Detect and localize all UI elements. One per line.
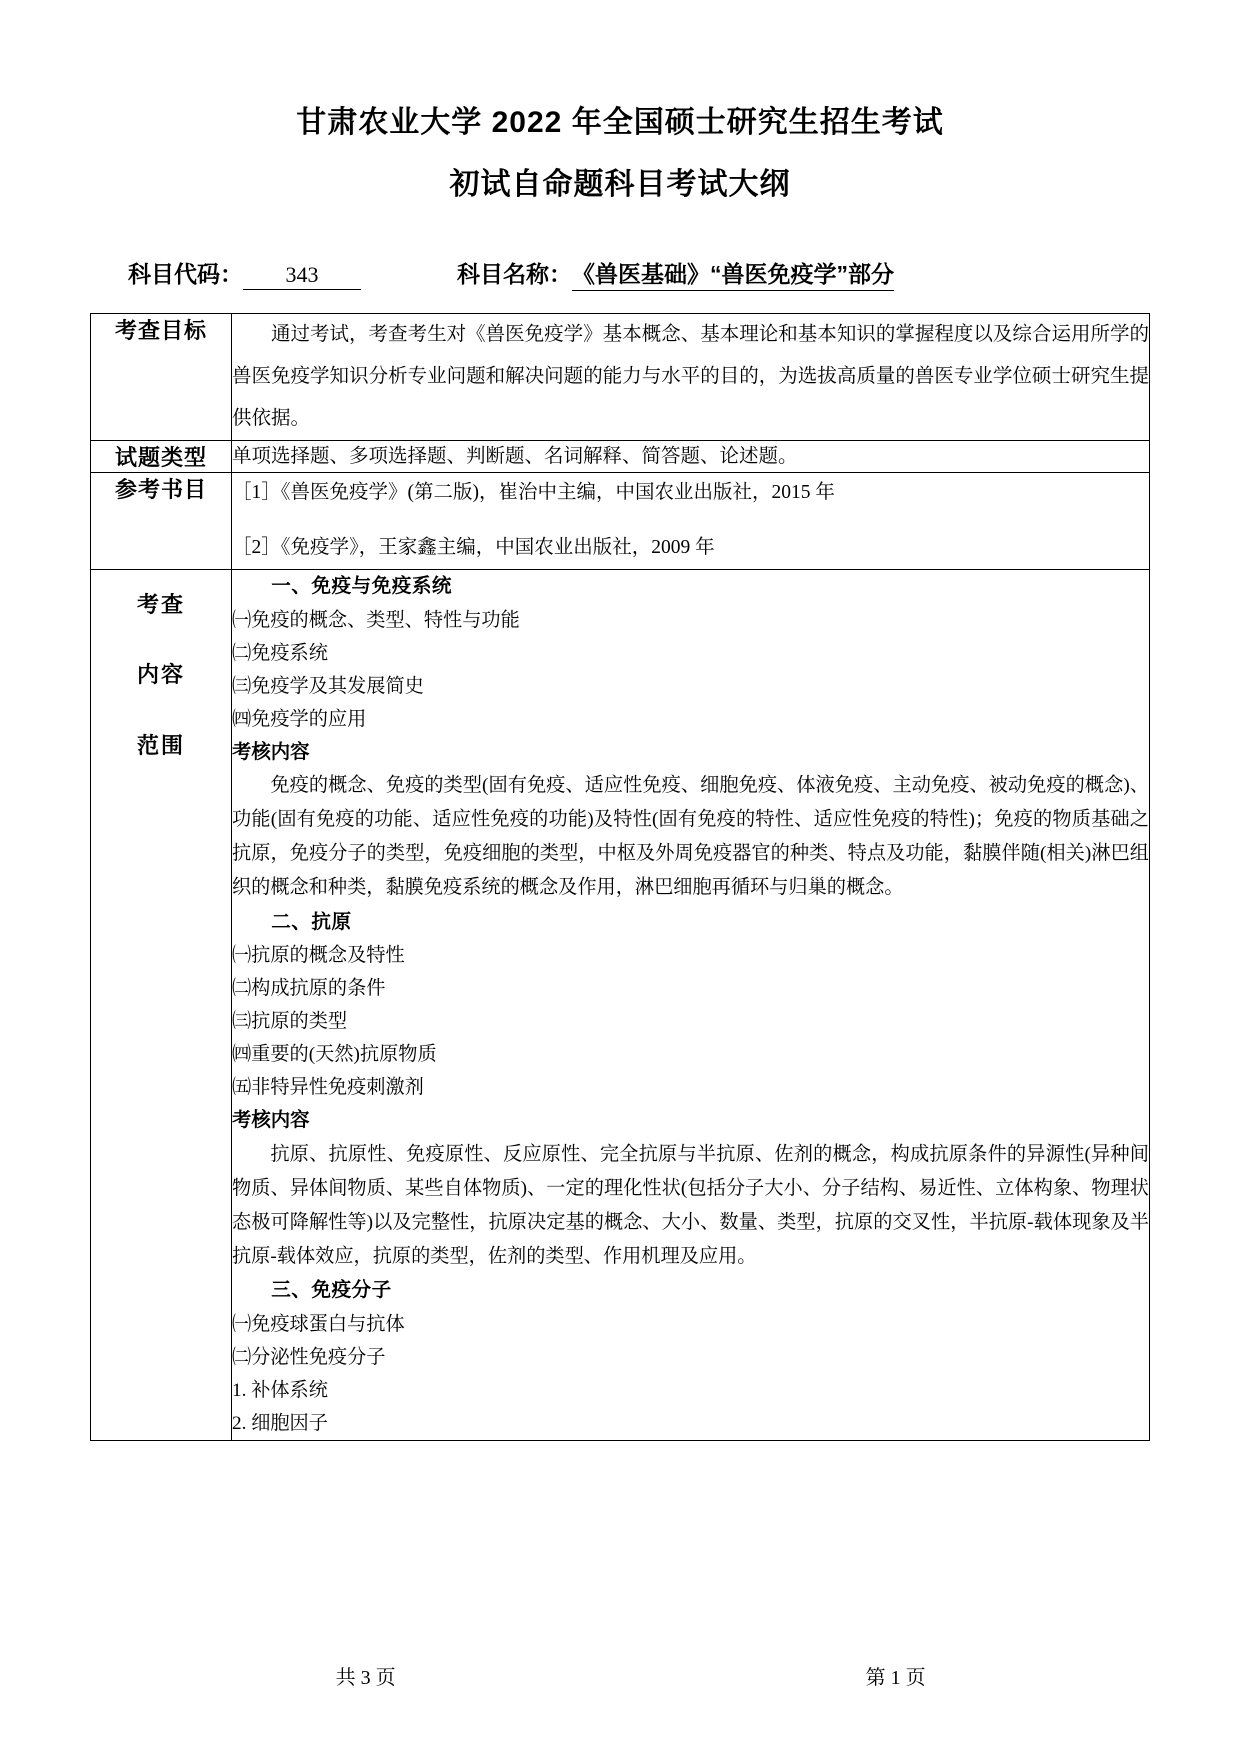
- section-item: ㈢免疫学及其发展简史: [232, 675, 424, 697]
- reference-item: ［1］《兽医免疫学》(第二版)，崔治中主编，中国农业出版社，2015 年: [232, 481, 835, 503]
- table-row-goal: [91, 314, 1150, 441]
- document-title-line-2: 初试自命题科目考试大纲: [449, 168, 791, 201]
- table-row-scope: [91, 569, 1150, 1440]
- scope-label-line-3: 范围: [136, 732, 185, 758]
- syllabus-table: [90, 313, 1150, 1441]
- exam-content-body: 免疫的概念、免疫的类型(固有免疫、适应性免疫、细胞免疫、体液免疫、主动免疫、被动免疫的概念)、功能(固有免疫的功能、适应性免疫的功能)及特性(固有免疫的特性、适应性免疫的特性)；免疫的物质基础之抗原，免疫分子的类型，免疫细胞的类型，中枢及外周免疫器官的种类、特点及功能，黏膜伴随(相关)淋巴组织的概念和种类，黏膜免疫系统的概念及作用，淋巴细胞再循环与归巢的概念。: [232, 774, 1149, 899]
- section-title: 二、抗原: [271, 910, 352, 933]
- footer-page-number: 第 1 页: [865, 1667, 926, 1689]
- section-item: ㈠抗原的概念及特性: [232, 945, 405, 967]
- section-item: 2. 细胞因子: [232, 1413, 328, 1435]
- section-item: ㈣免疫学的应用: [232, 708, 367, 730]
- exam-content-body: 抗原、抗原性、免疫原性、反应原性、完全抗原与半抗原、佐剂的概念，构成抗原条件的异源性(异种间物质、异体间物质、某些自体物质)、一定的理化性状(包括分子大小、分子结构、易近性、立体构象、物理状态极可降解性等)以及完整性，抗原决定基的概念、大小、数量、类型，抗原的交叉性，半抗原-载体现象及半抗原-载体效应，抗原的类型，佐剂的类型、作用机理及应用。: [232, 1143, 1149, 1268]
- section-item: ㈠免疫的概念、类型、特性与功能: [232, 609, 520, 631]
- subject-info-row: [90, 256, 1150, 291]
- scope-label-line-1: 考查: [136, 591, 185, 617]
- goal-label: 考查目标: [91, 314, 232, 441]
- table-row-question-types: [91, 440, 1150, 472]
- subject-name-label: 科目名称：: [457, 261, 572, 287]
- scope-label-line-2: 内容: [136, 662, 185, 688]
- goal-cell: [232, 314, 1150, 441]
- reference-item: ［2］《免疫学》，王家鑫主编，中国农业出版社，2009 年: [232, 536, 715, 558]
- goal-text: 通过考试，考查考生对《兽医免疫学》基本概念、基本理论和基本知识的掌握程度以及综合运用所学的兽医免疫学知识分析专业问题和解决问题的能力与水平的目的，为选拔高质量的兽医专业学位硕士研究生提供依据。: [232, 324, 1149, 429]
- section-item: ㈠免疫球蛋白与抗体: [232, 1314, 405, 1336]
- exam-content-label: 考核内容: [232, 1109, 310, 1132]
- section-item: ㈤非特异性免疫刺激剂: [232, 1077, 424, 1099]
- question-types-text: 单项选择题、多项选择题、判断题、名词解释、简答题、论述题。: [232, 440, 1150, 472]
- references-label: 参考书目: [91, 472, 232, 569]
- question-types-label: 试题类型: [91, 440, 232, 472]
- table-row-references: [91, 472, 1150, 569]
- document-title-line-1: 甘肃农业大学 2022 年全国硕士研究生招生考试: [296, 106, 944, 139]
- subject-code-label: 科目代码：: [128, 261, 243, 287]
- footer-total-pages: 共 3 页: [335, 1667, 396, 1689]
- section-item: ㈡分泌性免疫分子: [232, 1347, 386, 1369]
- section-item: 1. 补体系统: [232, 1380, 328, 1402]
- exam-content-label: 考核内容: [232, 740, 310, 763]
- section-item: ㈢抗原的类型: [232, 1011, 348, 1033]
- section-item: ㈡免疫系统: [232, 642, 328, 664]
- references-cell: [232, 472, 1150, 569]
- scope-label: [91, 569, 232, 1440]
- page-footer: [90, 1661, 1150, 1690]
- section-item: ㈡构成抗原的条件: [232, 978, 386, 1000]
- section-item: ㈣重要的(天然)抗原物质: [232, 1044, 437, 1066]
- subject-code-value: 343: [243, 262, 361, 290]
- document-title-block: [90, 108, 1150, 200]
- section-title: 一、免疫与免疫系统: [271, 574, 453, 597]
- section-title: 三、免疫分子: [271, 1279, 392, 1302]
- scope-content: [232, 569, 1150, 1440]
- subject-name-value: 《兽医基础》“兽医免疫学”部分: [572, 256, 894, 291]
